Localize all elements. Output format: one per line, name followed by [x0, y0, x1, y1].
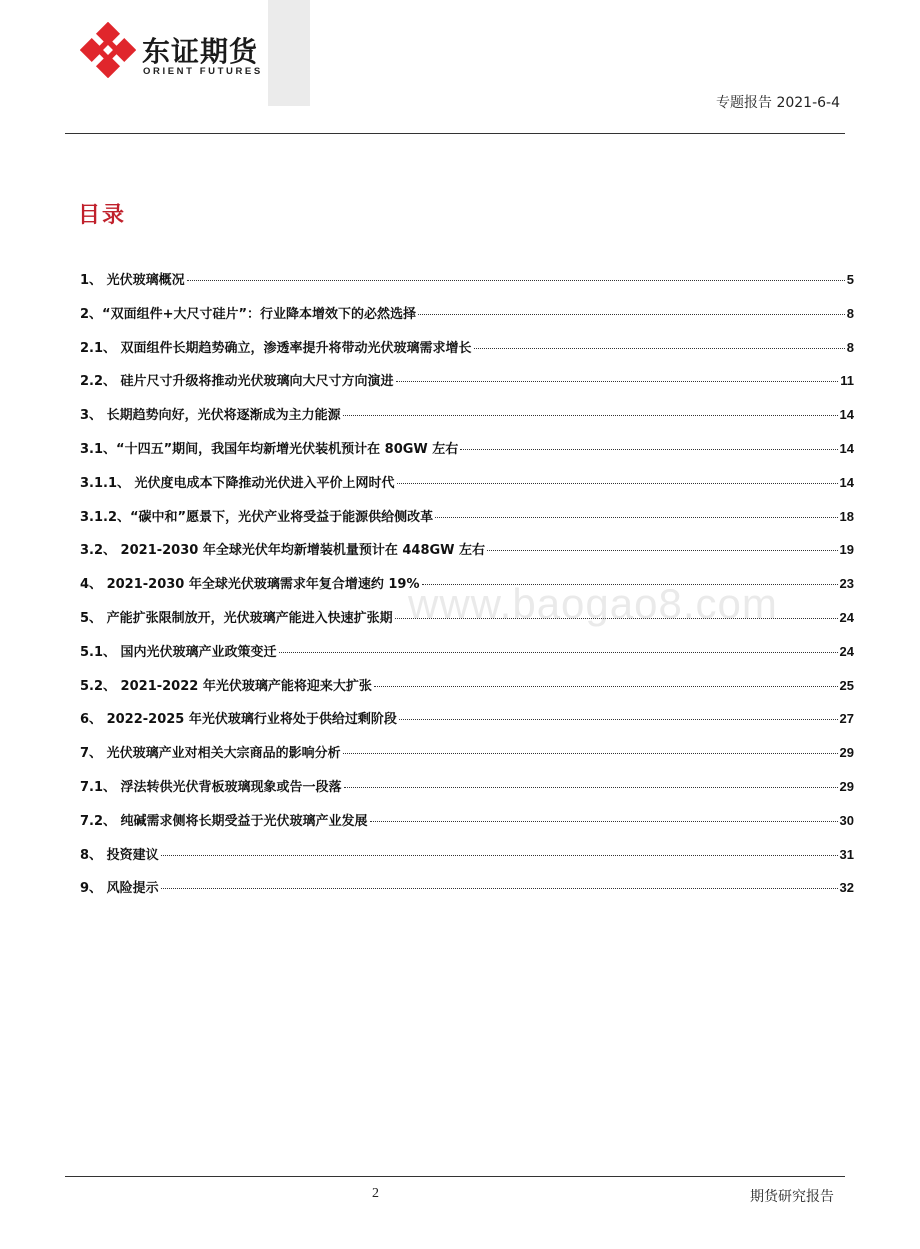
toc-dot-leader [396, 381, 839, 382]
toc-entry-title[interactable]: 5.2、 2021-2022 年光伏玻璃产能将迎来大扩张 [80, 678, 372, 694]
toc-entry[interactable] [80, 472, 854, 506]
brand-name-en: ORIENT FUTURES [143, 66, 263, 77]
toc-entry[interactable] [80, 404, 854, 438]
toc-dot-leader [343, 415, 838, 416]
toc-entry-page[interactable]: 8 [846, 339, 854, 355]
toc-entry-title[interactable]: 5、 产能扩张限制放开，光伏玻璃产能进入快速扩张期 [80, 610, 393, 626]
toc-entry[interactable] [80, 708, 854, 742]
toc-entry-title[interactable]: 1、 光伏玻璃概况 [80, 273, 185, 288]
toc-entry[interactable] [80, 539, 854, 573]
toc-entry-page[interactable]: 24 [839, 643, 854, 659]
toc-entry-title[interactable]: 7、 光伏玻璃产业对相关大宗商品的影响分析 [80, 746, 341, 762]
toc-entry-page[interactable]: 25 [839, 677, 854, 693]
toc-entry-title[interactable]: 7.1、 浮法转供光伏背板玻璃现象或告一段落 [80, 779, 342, 795]
toc-entry-title[interactable]: 2、“双面组件+大尺寸硅片”：行业降本增效下的必然选择 [80, 306, 417, 322]
toc-dot-leader [399, 719, 838, 720]
toc-entry-title[interactable]: 9、 风险提示 [80, 881, 159, 897]
toc-entry[interactable] [80, 742, 854, 776]
toc-entry-page[interactable]: 8 [846, 305, 854, 321]
header-divider [65, 133, 845, 134]
toc-entry-page[interactable]: 27 [839, 711, 854, 727]
toc-dot-leader [370, 821, 838, 822]
toc-entry-page[interactable]: 14 [839, 407, 854, 423]
toc-entry[interactable] [80, 269, 854, 303]
toc-entry-title[interactable]: 3.1、“十四五”期间，我国年均新增光伏装机预计在 80GW 左右 [80, 441, 459, 457]
toc-entry-page[interactable]: 19 [839, 542, 854, 558]
toc-entry-title[interactable]: 3.2、 2021-2030 年全球光伏年均新增装机量预计在 448GW 左右 [80, 543, 486, 559]
toc-entry-page[interactable]: 11 [840, 373, 854, 389]
toc-entry-page[interactable]: 31 [839, 846, 854, 862]
brand-logo [80, 22, 270, 82]
toc-dot-leader [187, 280, 845, 281]
toc-entry-title[interactable]: 3、 长期趋势向好，光伏将逐渐成为主力能源 [80, 408, 341, 424]
toc-entry[interactable] [80, 337, 854, 371]
toc-entry-page[interactable]: 30 [839, 812, 854, 828]
toc-entry[interactable] [80, 776, 854, 810]
toc-entry-title[interactable]: 7.2、 纯碱需求侧将长期受益于光伏玻璃产业发展 [80, 813, 368, 829]
brand-name-cn: 东证期货 [142, 35, 259, 68]
toc-entry-page[interactable]: 23 [839, 576, 854, 592]
toc-entry-page[interactable]: 29 [839, 778, 854, 794]
toc-entry[interactable] [80, 844, 854, 878]
toc-dot-leader [161, 855, 838, 856]
toc-entry[interactable] [80, 370, 854, 404]
toc-entry-title[interactable]: 2.2、 硅片尺寸升级将推动光伏玻璃向大尺寸方向演进 [80, 374, 394, 390]
toc-entry-page[interactable]: 29 [839, 745, 854, 761]
toc-entry[interactable] [80, 877, 854, 911]
toc-dot-leader [487, 550, 837, 551]
report-type-date: 专题报告 2021-6-4 [716, 95, 840, 111]
toc-entry-page[interactable]: 32 [839, 880, 854, 896]
footer-divider [65, 1176, 845, 1177]
toc-dot-leader [474, 348, 845, 349]
toc-entry[interactable] [80, 303, 854, 337]
page-number: 2 [372, 1186, 379, 1201]
toc-entry-page[interactable]: 14 [839, 474, 854, 490]
orient-futures-logo-icon [80, 22, 136, 78]
footer-label: 期货研究报告 [750, 1189, 834, 1205]
toc-entry-title[interactable]: 3.1.1、 光伏度电成本下降推动光伏进入平价上网时代 [80, 475, 395, 491]
toc-entry[interactable] [80, 810, 854, 844]
toc-entry[interactable] [80, 641, 854, 675]
toc-entry-title[interactable]: 3.1.2、“碳中和”愿景下，光伏产业将受益于能源供给侧改革 [80, 509, 434, 525]
toc-dot-leader [374, 686, 838, 687]
watermark: www.baogao8.com [408, 580, 778, 627]
toc-dot-leader [344, 787, 838, 788]
toc-entry-page[interactable]: 5 [846, 272, 854, 287]
toc-dot-leader [460, 449, 837, 450]
header-gray-bar [268, 0, 310, 106]
toc-dot-leader [279, 652, 838, 653]
toc-entry-title[interactable]: 8、 投资建议 [80, 847, 159, 863]
toc-entry[interactable] [80, 506, 854, 540]
toc-entry-title[interactable]: 6、 2022-2025 年光伏玻璃行业将处于供给过剩阶段 [80, 712, 397, 728]
toc-title: 目录 [78, 203, 127, 228]
toc-dot-leader [435, 517, 837, 518]
toc-entry[interactable] [80, 438, 854, 472]
toc-dot-leader [161, 888, 838, 889]
toc-entry-page[interactable]: 18 [839, 508, 854, 524]
toc-entry-page[interactable]: 24 [839, 609, 854, 625]
toc-entry-title[interactable]: 2.1、 双面组件长期趋势确立，渗透率提升将带动光伏玻璃需求增长 [80, 340, 472, 356]
toc-entry[interactable] [80, 675, 854, 709]
toc-dot-leader [418, 314, 845, 315]
toc-entry-title[interactable]: 5.1、 国内光伏玻璃产业政策变迁 [80, 644, 277, 660]
toc-entry-page[interactable]: 14 [839, 440, 854, 456]
toc-dot-leader [343, 753, 838, 754]
toc-dot-leader [397, 483, 838, 484]
toc-entry-title[interactable]: 4、 2021-2030 年全球光伏玻璃需求年复合增速约 19% [80, 577, 420, 593]
